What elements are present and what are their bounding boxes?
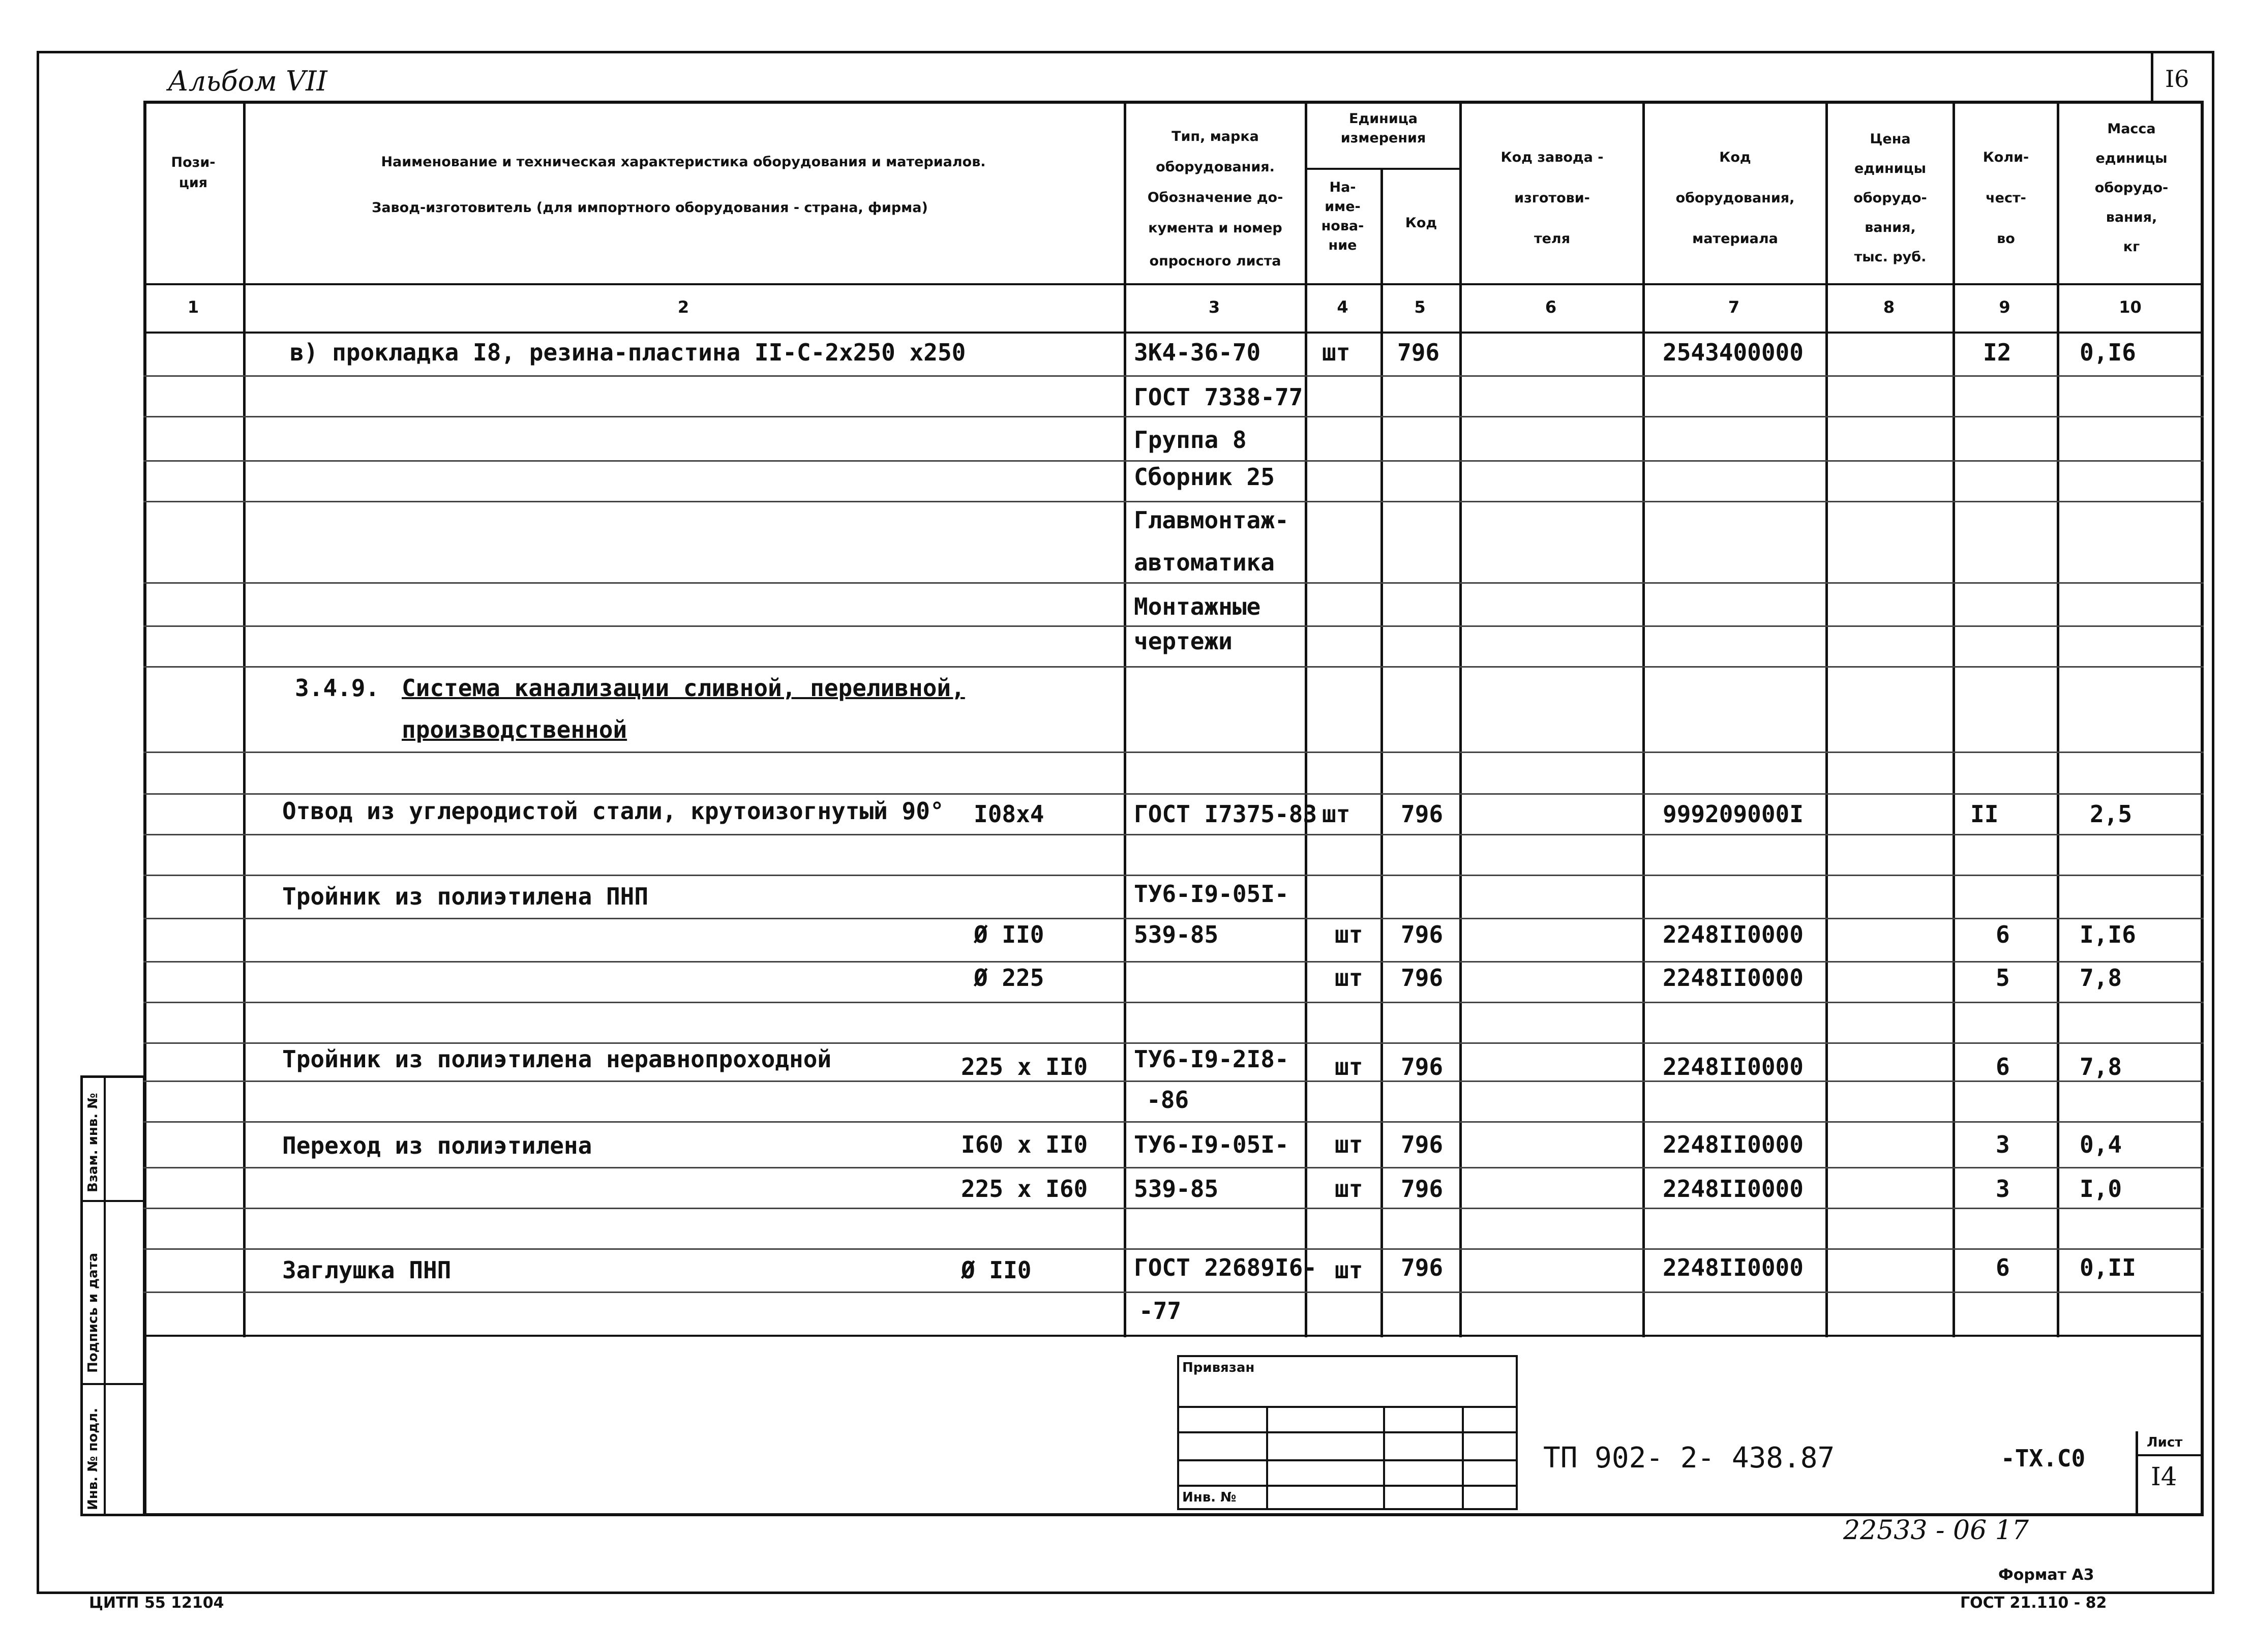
r2-1-dim: I08х4 xyxy=(974,800,1044,828)
r2-7-unit: шт xyxy=(1335,1131,1363,1158)
r2-3-unit: шт xyxy=(1335,921,1363,948)
row8-type: чертежи xyxy=(1134,627,1233,655)
r2-5-name: Тройник из полиэтилена неравнопроходной xyxy=(282,1045,832,1073)
r2-1-unit: шт xyxy=(1322,800,1350,828)
row5-type: Главмонтаж- xyxy=(1134,506,1289,534)
stamp-vline xyxy=(1383,1406,1385,1510)
row-line xyxy=(143,1248,2204,1250)
stamp-vline xyxy=(1266,1406,1268,1510)
row-line xyxy=(143,1291,2204,1293)
row-line xyxy=(143,1121,2204,1123)
page-number: I6 xyxy=(2165,65,2189,93)
row-line xyxy=(143,582,2204,584)
r2-8-type: 539-85 xyxy=(1134,1175,1219,1203)
col-line xyxy=(2057,101,2059,1337)
r2-9-type: ГОСТ 22689I6- xyxy=(1134,1254,1317,1281)
r2-7-name: Переход из полиэтилена xyxy=(282,1132,592,1159)
header-mass: Масса единицы оборудо- вания, кг xyxy=(2094,121,2169,255)
row1-name: в) прокладка I8, резина-пластина II-С-2х250 х250 xyxy=(290,339,966,366)
section-number: 3.4.9. xyxy=(295,674,380,702)
sheet-number: I4 xyxy=(2151,1462,2177,1491)
format-label: Формат А3 xyxy=(1998,1566,2094,1584)
r2-9-name: Заглушка ПНП xyxy=(282,1256,452,1284)
r2-9-equip: 2248II0000 xyxy=(1663,1254,1804,1281)
stamp-vline xyxy=(1462,1406,1464,1510)
r2-2-type: ТУ6-I9-05I- xyxy=(1134,880,1289,908)
header-type-4: кумента и номер xyxy=(1148,220,1282,236)
section-title-1: Система канализации сливной, переливной, xyxy=(402,674,965,702)
row-line xyxy=(143,918,2204,919)
row6-type: автоматика xyxy=(1134,549,1275,576)
header-unit-code: Код xyxy=(1405,215,1437,231)
col-num-10: 10 xyxy=(2119,297,2142,317)
row1-mass: 0,I6 xyxy=(2080,339,2136,366)
col-line xyxy=(1642,101,1645,1337)
side-line xyxy=(80,1383,145,1385)
r2-2-name: Тройник из полиэтилена ПНП xyxy=(282,883,649,910)
r2-8-qty: 3 xyxy=(1996,1175,2010,1203)
table-bottom xyxy=(143,1335,2204,1337)
col-num-3: 3 xyxy=(1208,297,1220,317)
row-line xyxy=(143,1167,2204,1168)
sheet-label: Лист xyxy=(2147,1435,2183,1450)
row-line xyxy=(143,375,2204,377)
r2-9-unit: шт xyxy=(1335,1256,1363,1284)
row-line xyxy=(143,875,2204,876)
doc-code: ТП 902- 2- 438.87 xyxy=(1543,1441,1835,1475)
archive-number: 22533 - 06 17 xyxy=(1843,1515,2029,1546)
r2-1-name: Отвод из углеродистой стали, крутоизогнутый 90° xyxy=(282,797,944,825)
r2-9-code: 796 xyxy=(1401,1254,1444,1281)
r2-3-type: 539-85 xyxy=(1134,921,1219,948)
r2-5-qty: 6 xyxy=(1996,1053,2010,1080)
doc-suffix: -ТХ.С0 xyxy=(2001,1445,2086,1472)
stamp-line xyxy=(1177,1485,1518,1487)
header-type-2: оборудования. xyxy=(1156,159,1275,175)
r2-8-equip: 2248II0000 xyxy=(1663,1175,1804,1203)
r2-1-qty: II xyxy=(1970,800,1999,828)
r2-3-qty: 6 xyxy=(1996,921,2010,948)
col-line xyxy=(243,101,246,1337)
r2-4-equip: 2248II0000 xyxy=(1663,964,1804,992)
r2-1-type: ГОСТ I7375-83 xyxy=(1134,800,1317,828)
row-line xyxy=(143,752,2204,753)
col-line xyxy=(1459,101,1462,1337)
header-type-1: Тип, марка xyxy=(1172,129,1259,144)
col-num-8: 8 xyxy=(1883,297,1895,317)
r2-4-mass: 7,8 xyxy=(2080,964,2122,992)
r2-5-equip: 2248II0000 xyxy=(1663,1053,1804,1080)
r2-4-qty: 5 xyxy=(1996,964,2010,992)
row3-type: Группа 8 xyxy=(1134,426,1247,454)
row-line xyxy=(143,460,2204,462)
col-num-4: 4 xyxy=(1337,297,1348,317)
row-line xyxy=(143,961,2204,963)
r2-8-mass: I,0 xyxy=(2080,1175,2122,1203)
sheet-line xyxy=(2136,1454,2204,1456)
col-line xyxy=(1124,101,1126,1337)
gost-label: ГОСТ 21.110 - 82 xyxy=(1960,1594,2107,1612)
side-line xyxy=(80,1200,145,1202)
r2-5-type: ТУ6-I9-2I8- xyxy=(1134,1045,1289,1073)
unit-divider xyxy=(1305,168,1459,170)
stamp-attached: Привязан xyxy=(1182,1360,1255,1375)
col-num-9: 9 xyxy=(1999,297,2010,317)
col-line xyxy=(1305,101,1307,1337)
r2-9-dim: Ø II0 xyxy=(961,1256,1032,1284)
col-num-1: 1 xyxy=(187,297,199,317)
r2-6-type: -86 xyxy=(1147,1086,1189,1114)
section-title-2: производственной xyxy=(402,716,627,743)
header-unit-name: На- име- нова- ние xyxy=(1321,179,1364,253)
header-unit: Единица измерения xyxy=(1340,111,1426,146)
r2-4-unit: шт xyxy=(1335,964,1363,992)
row2-type: ГОСТ 7338-77 xyxy=(1134,383,1303,411)
row1-equip: 2543400000 xyxy=(1663,339,1804,366)
album-label: Альбом VII xyxy=(168,65,327,97)
r2-5-mass: 7,8 xyxy=(2080,1053,2122,1080)
side-sign-date: Подпись и дата xyxy=(85,1252,101,1373)
header-price: Цена единицы оборудо- вания, тыс. руб. xyxy=(1853,131,1927,265)
row7-type: Монтажные xyxy=(1134,593,1261,620)
r2-7-dim: I60 х II0 xyxy=(961,1131,1088,1158)
r2-9-mass: 0,II xyxy=(2080,1254,2136,1281)
r2-3-code: 796 xyxy=(1401,921,1444,948)
row-line xyxy=(143,793,2204,795)
header-maker-code: Код завода - изготови- теля xyxy=(1500,149,1604,247)
r2-7-mass: 0,4 xyxy=(2080,1131,2122,1158)
r2-1-equip: 999209000I xyxy=(1663,800,1804,828)
row-line xyxy=(143,1042,2204,1044)
stamp-line xyxy=(1177,1459,1518,1461)
r2-1-code: 796 xyxy=(1401,800,1444,828)
row-line xyxy=(143,416,2204,417)
row-line xyxy=(143,625,2204,627)
row4-type: Сборник 25 xyxy=(1134,463,1275,491)
r2-4-code: 796 xyxy=(1401,964,1444,992)
header-name-1: Наименование и техническая характеристика оборудования и материалов. xyxy=(381,154,986,170)
stamp-line xyxy=(1177,1431,1518,1433)
r2-3-dim: Ø II0 xyxy=(974,921,1044,948)
r2-9-qty: 6 xyxy=(1996,1254,2010,1281)
side-replace-inv: Взам. инв. № xyxy=(85,1093,101,1192)
row-line xyxy=(143,1002,2204,1003)
r2-7-qty: 3 xyxy=(1996,1131,2010,1158)
row1-unit: шт xyxy=(1322,339,1350,366)
r2-4-dim: Ø 225 xyxy=(974,964,1044,992)
r2-7-equip: 2248II0000 xyxy=(1663,1131,1804,1158)
col-num-2: 2 xyxy=(677,297,689,317)
stamp-inv: Инв. № xyxy=(1182,1490,1237,1505)
header-type-3: Обозначение до- xyxy=(1147,190,1283,205)
r2-8-dim: 225 х I60 xyxy=(961,1175,1088,1203)
row-line xyxy=(143,834,2204,835)
row1-code: 796 xyxy=(1397,339,1440,366)
printer-label: ЦИТП 55 12104 xyxy=(89,1594,224,1612)
r2-10-type: -77 xyxy=(1139,1297,1182,1325)
row1-type: ЗК4-36-70 xyxy=(1134,339,1261,366)
r2-5-unit: шт xyxy=(1335,1053,1363,1080)
col-num-7: 7 xyxy=(1728,297,1740,317)
r2-8-code: 796 xyxy=(1401,1175,1444,1203)
r2-3-equip: 2248II0000 xyxy=(1663,921,1804,948)
row-line xyxy=(143,666,2204,668)
header-pos: Пози- ция xyxy=(171,155,216,191)
col-line xyxy=(1953,101,1955,1337)
r2-8-unit: шт xyxy=(1335,1175,1363,1203)
row1-qty: I2 xyxy=(1983,339,2011,366)
side-inv-orig: Инв. № подл. xyxy=(85,1407,101,1510)
stamp-line xyxy=(1177,1406,1518,1408)
row-line xyxy=(143,1208,2204,1209)
header-qty: Коли- чест- во xyxy=(1983,149,2029,247)
col-num-5: 5 xyxy=(1414,297,1426,317)
header-bottom xyxy=(143,283,2204,285)
header-equip-code: Код оборудования, материала xyxy=(1675,149,1795,247)
r2-5-code: 796 xyxy=(1401,1053,1444,1080)
col-line xyxy=(1825,101,1828,1337)
header-name-2: Завод-изготовитель (для импортного оборудования - страна, фирма) xyxy=(372,200,928,216)
r2-1-mass: 2,5 xyxy=(2090,800,2133,828)
row-line xyxy=(143,501,2204,502)
numbers-bottom xyxy=(143,332,2204,334)
col-num-6: 6 xyxy=(1545,297,1557,317)
r2-7-code: 796 xyxy=(1401,1131,1444,1158)
header-type-5: опросного листа xyxy=(1149,253,1281,269)
r2-7-type: ТУ6-I9-05I- xyxy=(1134,1131,1289,1158)
row-line xyxy=(143,1080,2204,1082)
r2-3-mass: I,I6 xyxy=(2080,921,2136,948)
r2-5-dim: 225 х II0 xyxy=(961,1053,1088,1080)
